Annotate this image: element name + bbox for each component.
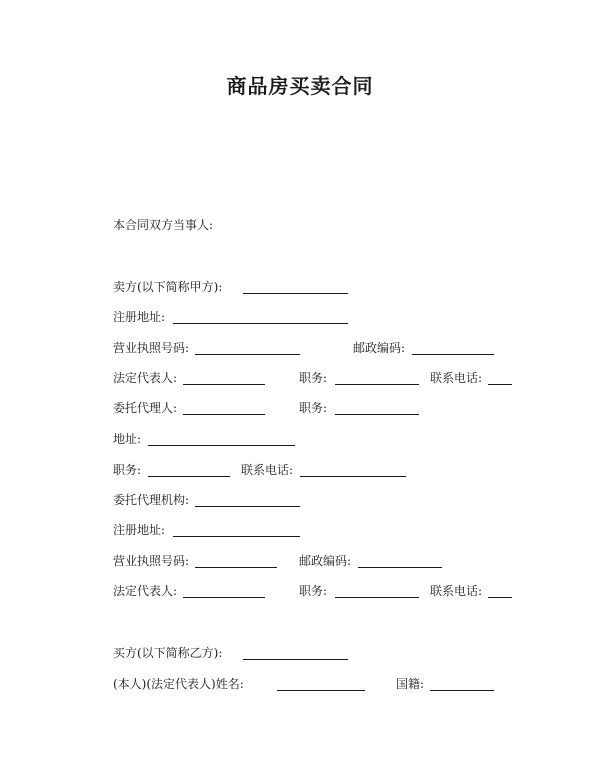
seller-agent-position-blank <box>335 414 419 415</box>
buyer-nationality-blank <box>430 690 494 691</box>
seller-address-label: 地址: <box>113 432 142 446</box>
seller-agent-position-label: 职务: <box>299 401 328 415</box>
seller-reg-address-label: 注册地址: <box>113 310 166 324</box>
agency-blank <box>195 506 300 507</box>
seller-phone-label: 联系电话: <box>430 371 483 385</box>
seller-agent-blank <box>183 414 265 415</box>
agency-phone-label: 联系电话: <box>430 584 483 598</box>
agency-legal-rep-label: 法定代表人: <box>113 584 178 598</box>
seller-position-blank <box>335 384 419 385</box>
buyer-person-name-blank <box>277 690 365 691</box>
agency-label: 委托代理机构: <box>113 493 190 507</box>
agency-position-blank <box>335 597 419 598</box>
agency-phone-blank <box>488 597 512 598</box>
agency-postal-blank <box>358 567 442 568</box>
seller-label: 卖方(以下简称甲方): <box>113 280 223 294</box>
seller-legal-rep-label: 法定代表人: <box>113 371 178 385</box>
buyer-name-blank <box>243 659 348 660</box>
agency-position-label: 职务: <box>299 584 328 598</box>
buyer-name-label: (本人)(法定代表人)姓名: <box>113 677 244 691</box>
buyer-nationality-label: 国籍: <box>396 677 425 691</box>
parties-intro-label: 本合同双方当事人: <box>113 218 214 232</box>
seller-address-blank <box>148 445 295 446</box>
seller-license-label: 营业执照号码: <box>113 341 190 355</box>
seller-name-blank <box>243 293 348 294</box>
agency-reg-address-label: 注册地址: <box>113 523 166 537</box>
seller-phone2-label: 联系电话: <box>241 463 294 477</box>
seller-postal-label: 邮政编码: <box>353 341 406 355</box>
seller-position-label: 职务: <box>299 371 328 385</box>
document-title: 商品房买卖合同 <box>226 74 374 98</box>
seller-postal-blank <box>412 354 494 355</box>
seller-agent-label: 委托代理人: <box>113 401 178 415</box>
agency-license-label: 营业执照号码: <box>113 554 190 568</box>
seller-legal-rep-blank <box>183 384 265 385</box>
agency-postal-label: 邮政编码: <box>299 554 352 568</box>
seller-reg-address-blank <box>173 323 348 324</box>
seller-phone2-blank <box>300 476 406 477</box>
agency-reg-address-blank <box>173 536 300 537</box>
buyer-label: 买方(以下简称乙方): <box>113 646 223 660</box>
seller-position2-blank <box>148 476 230 477</box>
agency-legal-rep-blank <box>183 597 265 598</box>
seller-position2-label: 职务: <box>113 463 142 477</box>
seller-license-blank <box>195 354 300 355</box>
seller-phone-blank <box>488 384 512 385</box>
agency-license-blank <box>195 567 277 568</box>
